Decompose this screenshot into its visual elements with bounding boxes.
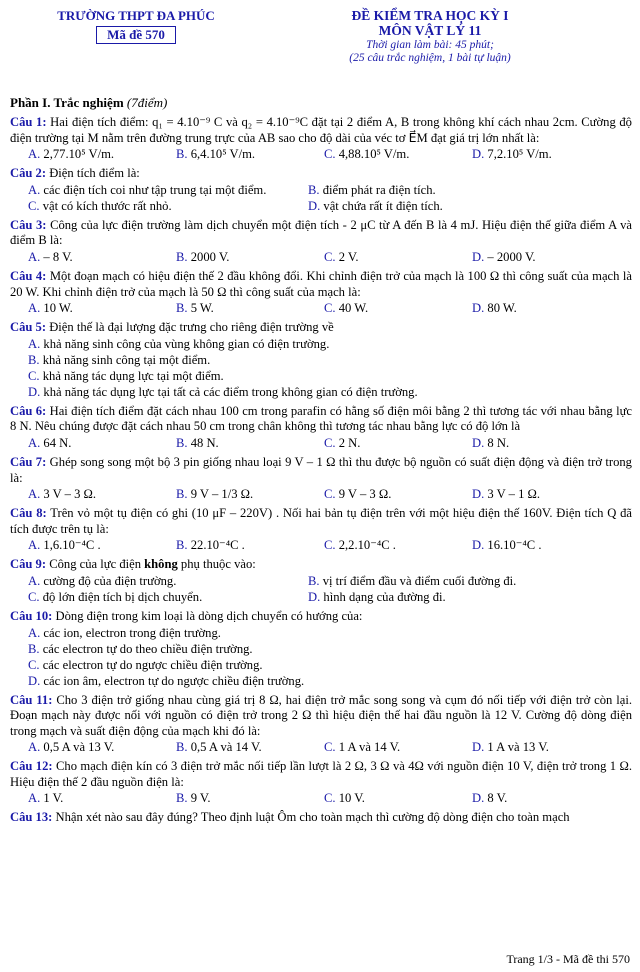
- question-12: [10, 759, 632, 790]
- option-a[interactable]: A. 64 N.: [28, 435, 72, 450]
- question-number: Câu 7:: [10, 454, 47, 469]
- option-a[interactable]: A. các ion, electron trong điện trường.: [28, 625, 221, 640]
- question-text: Hai điện tích điểm đặt cách nhau 100 cm trong parafin có hằng số điện môi bằng 2 thì tương tác với nhau bằng lực 8 N. Nêu chúng được đặt cách nhau 50 cm trong chân không thì tương tác nhau bằng lực có độ lớn là: [10, 403, 632, 434]
- part-heading: [10, 95, 632, 111]
- exam-title: ĐỀ KIỂM TRA HỌC KỲ I: [351, 8, 509, 23]
- exam-subject: MÔN VẬT LÝ 11: [378, 23, 482, 38]
- exam-code-box: Mã đề 570: [96, 26, 176, 44]
- header-left: [36, 8, 236, 44]
- option-a[interactable]: A. 10 W.: [28, 301, 73, 316]
- question-6: [10, 404, 632, 435]
- question-11: [10, 693, 632, 740]
- option-b[interactable]: B. 9 V.: [176, 791, 211, 806]
- school-name: TRƯỜNG THPT ĐA PHÚC: [57, 8, 215, 23]
- question-10: [10, 609, 632, 625]
- option-c[interactable]: C. 2 N.: [324, 435, 361, 450]
- options-row: [10, 182, 632, 198]
- option-d[interactable]: D. 80 W.: [472, 301, 517, 316]
- option-a[interactable]: A. 1 V.: [28, 791, 64, 806]
- option-c[interactable]: C. các electron tự do ngược chiều điện trường.: [28, 657, 263, 672]
- options-row: [10, 435, 632, 451]
- question-text: Điện thế là đại lượng đặc trưng cho riêng điện trường về: [49, 320, 334, 335]
- question-number: Câu 1:: [10, 115, 47, 129]
- option-c[interactable]: C. 40 W.: [324, 301, 369, 316]
- option-b[interactable]: B. điểm phát ra điện tích.: [308, 182, 436, 197]
- option-d[interactable]: D. 3 V – 1 Ω.: [472, 487, 541, 502]
- option-c[interactable]: C. 2 V.: [324, 249, 359, 264]
- option-b[interactable]: B. vị trí điểm đầu và điểm cuối đường đi.: [308, 573, 517, 588]
- option-b[interactable]: B. khả năng sinh công tại một điểm.: [28, 352, 211, 367]
- option-a[interactable]: A. 3 V – 3 Ω.: [28, 487, 97, 502]
- question-text: Trên vỏ một tụ điện có ghi (10 μF – 220V) . Nối hai bản tụ điện trên với một hiệu điện thế 160V. Điện tích Q đã tích được trên tụ là:: [10, 506, 632, 536]
- option-d[interactable]: D. 1 A và 13 V.: [472, 740, 549, 755]
- question-number: Câu 12:: [10, 759, 53, 774]
- question-text: Cho 3 điện trở giống nhau cùng giá trị 8 Ω, hai điện trở mắc song song và cụm đó nối tiếp với điện trở còn lại. Đoạn mạch này được nối với nguồn có điện trở trong 2 Ω thì hiệu điện thế hai đầu nguồn là 12 V. Cường độ dòng điện trong mạch và suất điện động của mạch khi đó là:: [10, 692, 632, 738]
- option-b[interactable]: B. 9 V – 1/3 Ω.: [176, 487, 254, 502]
- question-number: Câu 2:: [10, 166, 47, 181]
- options-row: [10, 486, 632, 502]
- option-b[interactable]: B. các electron tự do theo chiều điện trường.: [28, 641, 253, 656]
- question-number: Câu 13:: [10, 810, 53, 825]
- options-row: [10, 573, 632, 589]
- option-c[interactable]: C. 4,88.10⁵ V/m.: [324, 147, 410, 162]
- question-text: Công của lực điện trường làm dịch chuyển một điện tích - 2 μC từ A đến B là 4 mJ. Hiệu điện thế giữa điểm A và điểm B là:: [10, 217, 632, 248]
- question-number: Câu 8:: [10, 506, 47, 521]
- options-row: [10, 300, 632, 316]
- option-c[interactable]: C. 10 V.: [324, 791, 365, 806]
- question-8: [10, 506, 632, 537]
- question-text: Dòng điện trong kim loại là dòng dịch chuyển có hướng của:: [55, 608, 363, 623]
- option-d[interactable]: D. vật chứa rất ít điện tích.: [308, 198, 443, 213]
- option-d[interactable]: D. các ion âm, electron tự do ngược chiều điện trường.: [28, 673, 305, 688]
- options-row: [10, 537, 632, 553]
- question-text: Nhận xét nào sau đây đúng? Theo định luật Ôm cho toàn mạch thì cường độ dòng điện cho toàn mạch: [55, 810, 570, 825]
- option-a[interactable]: A. 0,5 A và 13 V.: [28, 740, 115, 755]
- question-7: [10, 455, 632, 486]
- option-d[interactable]: D. hình dạng của đường đi.: [308, 589, 446, 604]
- option-a[interactable]: A. 2,77.10⁵ V/m.: [28, 147, 115, 162]
- question-text: Một đoạn mạch có hiệu điện thế 2 đầu không đổi. Khi chỉnh điện trở của mạch là 100 Ω thì công suất của mạch là 20 W. Khi chỉnh điện trở của mạch là 50 Ω thì công suất của mạch là:: [10, 268, 632, 299]
- question-number: Câu 10:: [10, 608, 53, 623]
- question-text: Ghép song song một bộ 3 pin giống nhau loại 9 V – 1 Ω thì thu được bộ nguồn có suất điện động và điện trở trong là:: [10, 454, 632, 485]
- part-points: (7điểm): [126, 95, 168, 110]
- exam-time: Thời gian làm bài: 45 phút;: [366, 39, 494, 51]
- options-row: [10, 790, 632, 806]
- option-d[interactable]: D. 7,2.10⁵ V/m.: [472, 147, 552, 162]
- option-c[interactable]: C. 9 V – 3 Ω.: [324, 487, 392, 502]
- option-b[interactable]: B. 48 N.: [176, 435, 219, 450]
- question-5: [10, 320, 632, 336]
- question-text-emphasis: không: [144, 557, 178, 572]
- question-1: [10, 115, 632, 146]
- option-a[interactable]: A. khả năng sinh công của vùng không gian có điện trường.: [28, 336, 330, 351]
- question-number: Câu 3:: [10, 217, 47, 232]
- question-number: Câu 11:: [10, 692, 53, 707]
- options-row: [10, 249, 632, 265]
- options-row: [10, 146, 632, 162]
- option-d[interactable]: D. khả năng tác dụng lực tại tất cả các điểm trong không gian có điện trường.: [28, 384, 418, 399]
- option-b[interactable]: B. 22.10⁻⁴C .: [176, 538, 245, 553]
- options-row: [10, 589, 632, 605]
- page-footer: Trang 1/3 - Mã đề thi 570: [506, 952, 630, 966]
- option-b[interactable]: B. 0,5 A và 14 V.: [176, 740, 262, 755]
- part-title: Phần I. Trắc nghiệm: [10, 95, 124, 110]
- question-2: [10, 166, 632, 182]
- option-c[interactable]: C. 1 A và 14 V.: [324, 740, 401, 755]
- question-text-post: phụ thuộc vào:: [177, 557, 256, 572]
- option-c[interactable]: C. khả năng tác dụng lực tại một điểm.: [28, 368, 224, 383]
- question-number: Câu 6:: [10, 403, 47, 418]
- exam-format: (25 câu trắc nghiệm, 1 bài tự luận): [349, 52, 511, 64]
- option-d[interactable]: D. 16.10⁻⁴C .: [472, 538, 542, 553]
- option-a[interactable]: A. cường độ của điện trường.: [28, 573, 177, 588]
- option-c[interactable]: C. độ lớn điện tích bị dịch chuyển.: [28, 589, 203, 604]
- option-b[interactable]: B. 5 W.: [176, 301, 214, 316]
- question-3: [10, 218, 632, 249]
- option-a[interactable]: A. các điện tích coi như tập trung tại một điểm.: [28, 182, 267, 197]
- question-9: [10, 557, 632, 573]
- option-b[interactable]: B. 6,4.10⁵ V/m.: [176, 147, 256, 162]
- option-a[interactable]: A. – 8 V.: [28, 249, 73, 264]
- option-d[interactable]: D. 8 V.: [472, 791, 508, 806]
- options-row: [10, 198, 632, 214]
- question-13: [10, 810, 632, 826]
- question-text: Cho mạch điện kín có 3 điện trở mắc nối tiếp lần lượt là 2 Ω, 3 Ω và 4Ω với nguồn điện 10 V, điện trở trong 1 Ω. Hiệu điện thế 2 đầu nguồn điện là:: [10, 759, 632, 789]
- question-number: Câu 5:: [10, 320, 47, 335]
- option-d[interactable]: D. – 2000 V.: [472, 249, 536, 264]
- option-c[interactable]: C. vật có kích thước rất nhỏ.: [28, 198, 172, 213]
- option-d[interactable]: D. 8 N.: [472, 435, 510, 450]
- question-number: Câu 9:: [10, 557, 47, 572]
- exam-content: [10, 95, 632, 826]
- question-text: Điện tích điểm là:: [49, 166, 140, 181]
- option-b[interactable]: B. 2000 V.: [176, 249, 230, 264]
- question-text-pre: Công của lực điện: [49, 557, 145, 572]
- option-c[interactable]: C. 2,2.10⁻⁴C .: [324, 538, 396, 553]
- question-4: [10, 269, 632, 300]
- question-text: Hai điện tích điểm: q₁ = 4.10⁻⁹ C và q₂ = 4.10⁻⁹C đặt tại 2 điểm A, B trong không khí cách nhau 2cm. Cường độ điện trường tại M nằm trên đường trung trực của AB sao cho độ dài của véc tơ E⃗M đạt giá trị lớn nhất là:: [10, 115, 632, 145]
- header-right: [300, 8, 560, 65]
- options-row: [10, 739, 632, 755]
- option-a[interactable]: A. 1,6.10⁻⁴C .: [28, 538, 101, 553]
- question-number: Câu 4:: [10, 268, 47, 283]
